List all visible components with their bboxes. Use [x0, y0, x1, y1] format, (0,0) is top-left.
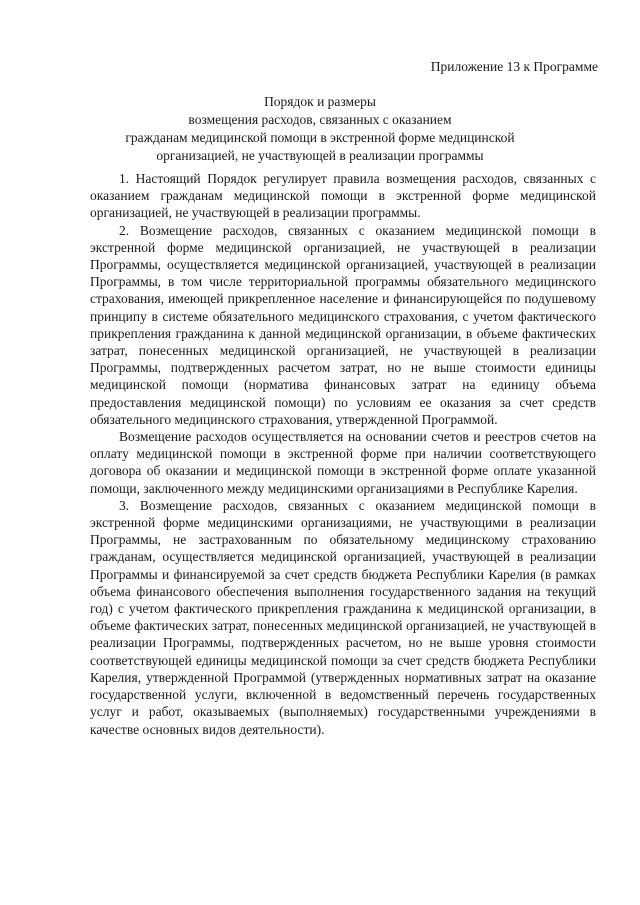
title-line: гражданам медицинской помощи в экстренной форме медицинской: [125, 130, 515, 145]
title-line: Порядок и размеры: [264, 94, 376, 109]
title-line: организацией, не участвующей в реализации программы: [156, 148, 484, 163]
document-body: [90, 170, 596, 738]
appendix-label: Приложение 13 к Программе: [430, 59, 598, 74]
paragraph: 2. Возмещение расходов, связанных с оказанием медицинской помощи в экстренной форме медицинской организацией, не участвующей в реализации Программы, осуществляется медицинской организацией, участвующей в реализации Программы, в том числе территориальной программы обязательного медицинского страхования, имеющей прикрепленное население и финансирующейся по подушевому принципу в системе обязательного медицинского страхования, с учетом фактического прикрепления гражданина к данной медицинской организации, в объеме фактических затрат, понесенных медицинской организацией, не участвующей в реализации Программы, подтвержденных расчетом затрат, но не выше стоимости единицы медицинской помощи (норматива финансовых затрат на единицу объема предоставления медицинской помощи) по условиям ее оказания за счет средств обязательного медицинского страхования, утвержденной Программой.: [90, 222, 596, 427]
paragraph: 1. Настоящий Порядок регулирует правила возмещения расходов, связанных с оказанием гражданам медицинской помощи в экстренной форме медицинской организацией, не участвующей в реализации программы.: [90, 171, 596, 221]
document-title: [0, 93, 640, 165]
paragraph: Возмещение расходов осуществляется на основании счетов и реестров счетов на оплату медицинской помощи в экстренной форме при наличии соответствующего договора об оказании и медицинской помощи в экстренной форме оплате указанной помощи, заключенного между медицинскими организациями в Республике Карелия.: [90, 429, 596, 496]
paragraph: 3. Возмещение расходов, связанных с оказанием медицинской помощи в экстренной форме медицинскими организациями, не участвующими в реализации Программы, не застрахованным по обязательному медицинскому страхованию гражданам, осуществляется медицинской организацией, участвующей в реализации Программы и финансируемой за счет средств бюджета Республики Карелия (в рамках объема финансового обеспечения выполнения государственного задания на текущий год) с учетом фактического прикрепления гражданина к медицинской организации, в объеме фактических затрат, понесенных медицинской организацией, не участвующей в реализации Программы, подтвержденных расчетом, но не выше уровня стоимости соответствующей единицы медицинской помощи за счет средств бюджета Республики Карелия, утвержденной Программой (утвержденных нормативных затрат на оказание государственной услуги, включенной в ведомственный перечень государственных услуг и работ, оказываемых (выполняемых) государственными учреждениями в качестве основных видов деятельности).: [90, 497, 596, 737]
title-line: возмещения расходов, связанных с оказанием: [188, 112, 452, 127]
